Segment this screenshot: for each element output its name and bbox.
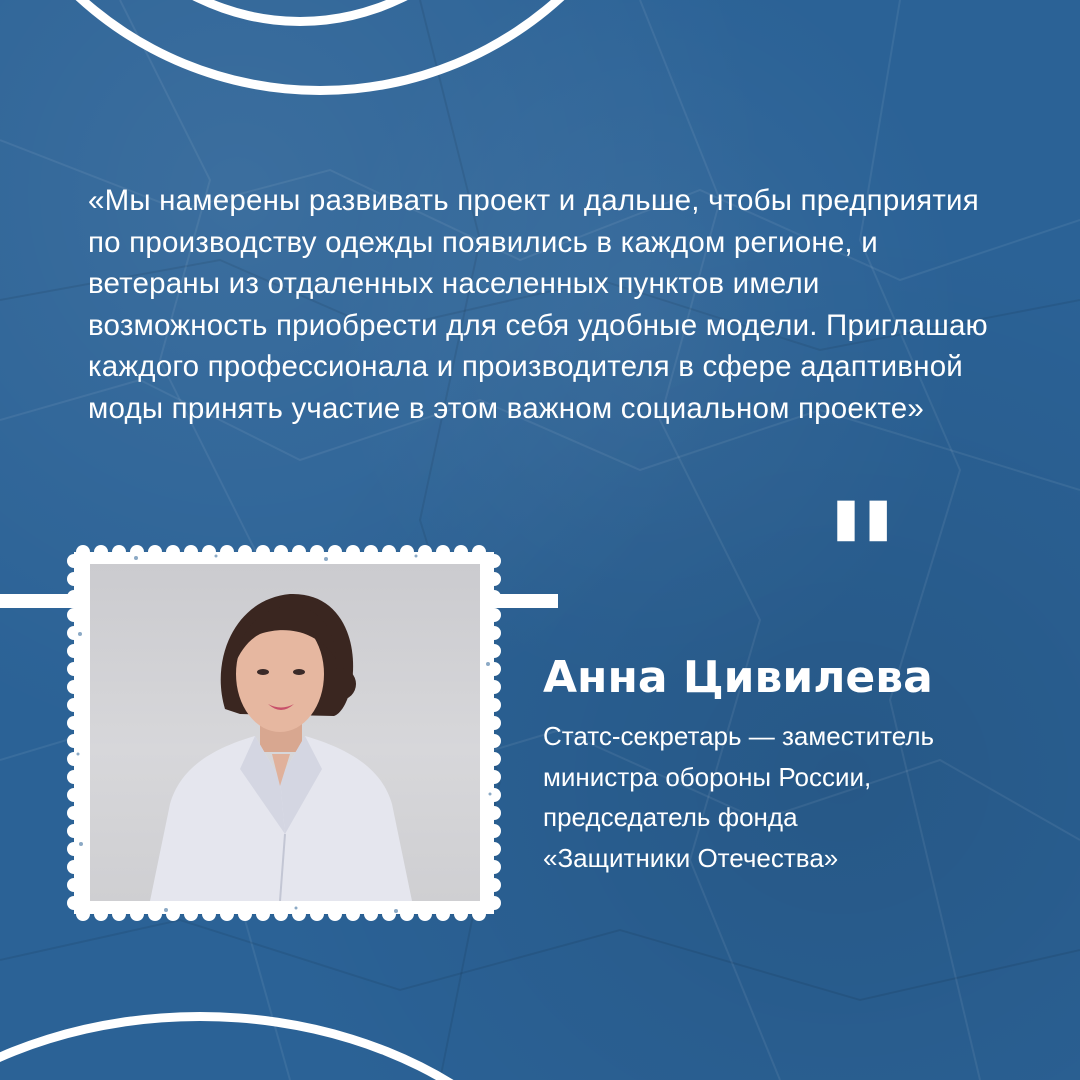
closing-quote-mark: " <box>823 472 902 646</box>
speaker-name: Анна Цивилева <box>543 652 933 703</box>
decorative-arc-bottom <box>0 1012 600 1080</box>
speaker-title: Статс-секретарь — заместитель министра обороны России, председатель фонда «Защитники Отечества» <box>543 721 935 873</box>
portrait-illustration <box>90 564 480 901</box>
portrait-stamp-frame <box>66 544 502 922</box>
quote-text: «Мы намерены развивать проект и дальше, чтобы предприятия по производству одежды появились в каждом регионе, и ветераны из отдаленных населенных пунктов имели возможность приобрести для себя удобные модели. Приглашаю каждого профессионала и производителя в сфере адаптивной моды принять участие в этом важном социальном проекте» <box>88 184 988 425</box>
portrait-photo <box>90 564 480 901</box>
